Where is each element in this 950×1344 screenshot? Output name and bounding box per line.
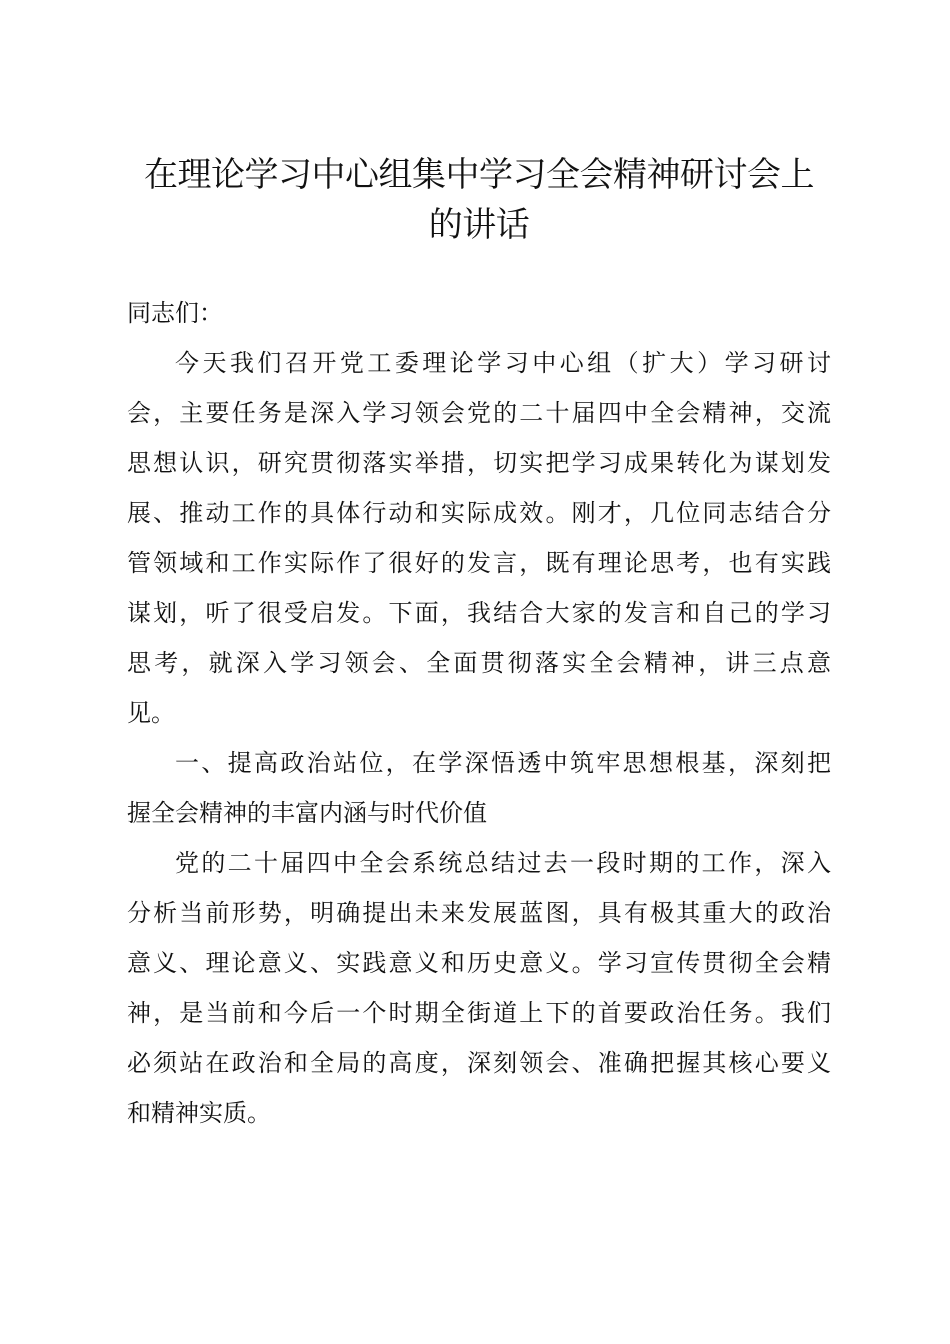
paragraph-opening [127, 338, 831, 738]
text-line: 党的二十届四中全会系统总结过去一段时期的工作，深入 [175, 849, 831, 877]
text-line: 意义、理论意义、实践意义和历史意义。学习宣传贯彻全会精 [127, 949, 831, 977]
text-line: 见。 [127, 699, 175, 727]
heading-line: 一、提高政治站位，在学深悟透中筑牢思想根基，深刻把 [175, 749, 831, 777]
section-heading-1 [127, 738, 831, 838]
text-line: 谋划，听了很受启发。下面，我结合大家的发言和自己的学习 [127, 599, 831, 627]
text-line: 今天我们召开党工委理论学习中心组（扩大）学习研讨 [175, 349, 831, 377]
title-line-1: 在理论学习中心组集中学习全会精神研讨会上 [144, 155, 814, 195]
text-line: 展、推动工作的具体行动和实际成效。刚才，几位同志结合分 [127, 499, 831, 527]
text-line: 神，是当前和今后一个时期全街道上下的首要政治任务。我们 [127, 999, 831, 1027]
title-line-2: 的讲话 [428, 205, 530, 245]
heading-line: 握全会精神的丰富内涵与时代价值 [127, 799, 487, 827]
document-title [127, 150, 831, 250]
text-line: 分析当前形势，明确提出未来发展蓝图，具有极其重大的政治 [127, 899, 831, 927]
salutation: 同志们： [127, 299, 223, 327]
text-line: 思考，就深入学习领会、全面贯彻落实全会精神，讲三点意 [127, 649, 831, 677]
text-line: 管领域和工作实际作了很好的发言，既有理论思考，也有实践 [127, 549, 831, 577]
text-line: 会，主要任务是深入学习领会党的二十届四中全会精神，交流 [127, 399, 831, 427]
text-line: 思想认识，研究贯彻落实举措，切实把学习成果转化为谋划发 [127, 449, 831, 477]
text-line: 必须站在政治和全局的高度，深刻领会、准确把握其核心要义 [127, 1049, 831, 1077]
document-page [127, 150, 831, 1138]
text-line: 和精神实质。 [127, 1099, 271, 1127]
paragraph-section-1-body [127, 838, 831, 1138]
